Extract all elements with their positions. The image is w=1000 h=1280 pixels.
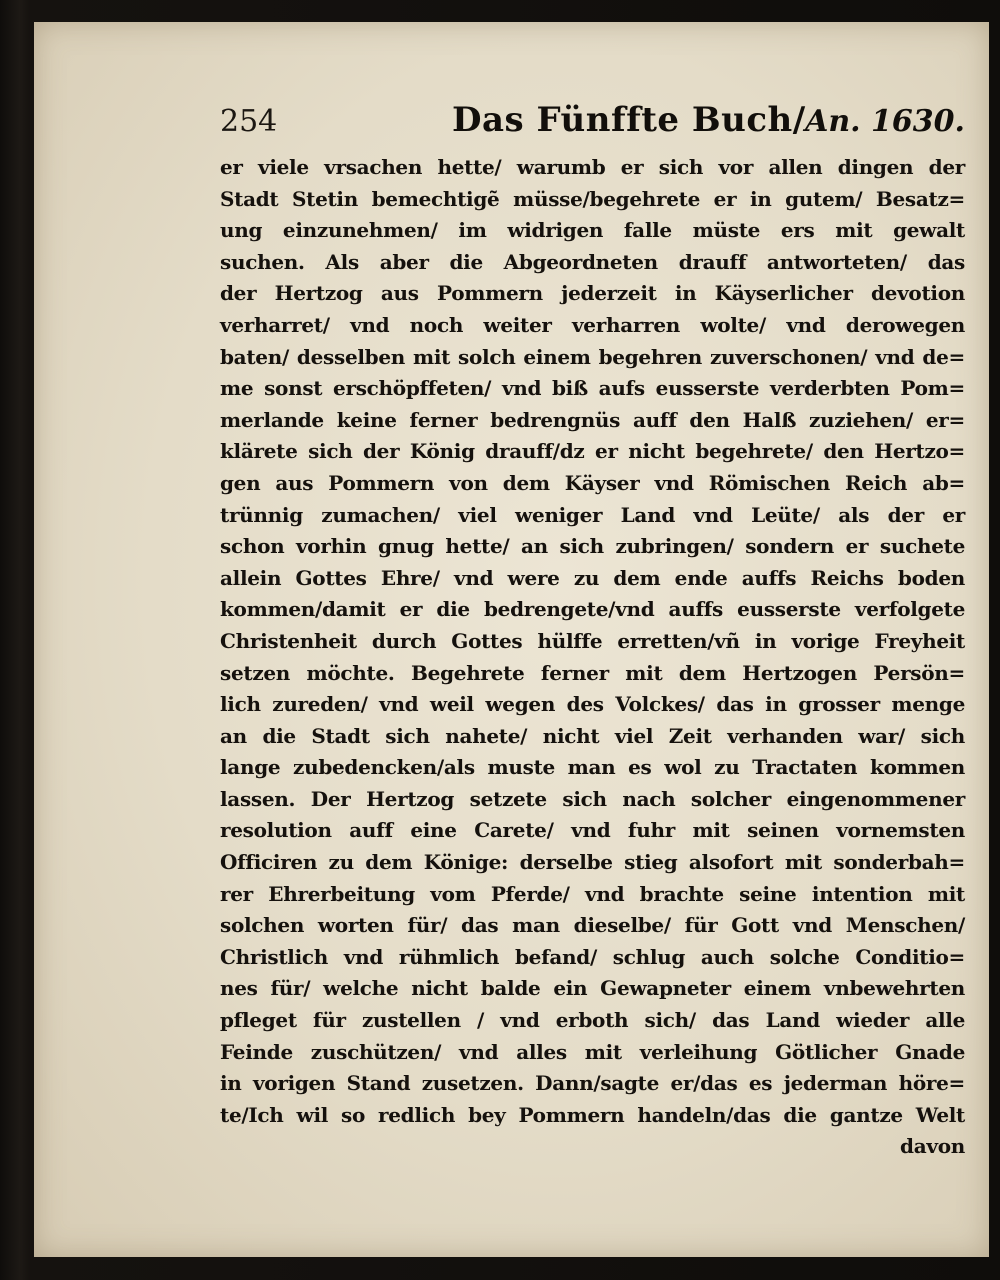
text-line: kommen/damit er die bedrengete/vnd auffs eusserste verfolgete bbox=[220, 597, 965, 622]
text-line: rer Ehrerbeitung vom Pferde/ vnd brachte seine intention mit bbox=[220, 881, 965, 906]
body-text bbox=[220, 152, 965, 1163]
text-line: merlande keine ferner bedrengnüs auff den Halß zuziehen/ er= bbox=[220, 407, 965, 432]
text-line: klärete sich der König drauff/dz er nicht begehrete/ den Hertzo= bbox=[220, 439, 965, 464]
text-line: Christlich vnd rühmlich befand/ schlug auch solche Conditio= bbox=[220, 944, 965, 969]
text-line: solchen worten für/ das man dieselbe/ für Gott vnd Menschen/ bbox=[220, 913, 965, 938]
running-head bbox=[220, 100, 965, 156]
page-number: 254 bbox=[220, 104, 278, 139]
text-line: trünnig zumachen/ viel weniger Land vnd Leüte/ als der er bbox=[220, 502, 965, 527]
text-line: ung einzunehmen/ im widrigen falle müste ers mit gewalt bbox=[220, 218, 965, 243]
text-line: baten/ desselben mit solch einem begehren zuverschonen/ vnd de= bbox=[220, 344, 965, 369]
text-line: lassen. Der Hertzog setzete sich nach solcher eingenommener bbox=[220, 786, 965, 811]
text-line: gen aus Pommern von dem Käyser vnd Römischen Reich ab= bbox=[220, 470, 965, 495]
year-marginal: An. 1630. bbox=[805, 104, 965, 139]
catchword: davon bbox=[900, 1134, 965, 1159]
text-line: Stadt Stetin bemechtigẽ müsse/begehrete er in gutem/ Besatz= bbox=[220, 186, 965, 211]
text-line: me sonst erschöpffeten/ vnd biß aufs eusserste verderbten Pom= bbox=[220, 376, 965, 401]
text-line: nes für/ welche nicht balde ein Gewapneter einem vnbewehrten bbox=[220, 976, 965, 1001]
text-line: setzen möchte. Begehrete ferner mit dem Hertzogen Persön= bbox=[220, 660, 965, 685]
text-line: Officiren zu dem Könige: derselbe stieg alsofort mit sonderbah= bbox=[220, 850, 965, 875]
running-title: Das Fünffte Buch/ bbox=[452, 100, 806, 140]
text-line: Christenheit durch Gottes hülffe erretten/vñ in vorige Freyheit bbox=[220, 628, 965, 653]
text-line: lich zureden/ vnd weil wegen des Volckes/ das in grosser menge bbox=[220, 692, 965, 717]
text-line: suchen. Als aber die Abgeordneten drauff antworteten/ das bbox=[220, 249, 965, 274]
text-line: pfleget für zustellen / vnd erboth sich/ das Land wieder alle bbox=[220, 1008, 965, 1033]
text-line: allein Gottes Ehre/ vnd were zu dem ende auffs Reichs boden bbox=[220, 565, 965, 590]
text-line: schon vorhin gnug hette/ an sich zubringen/ sondern er suchete bbox=[220, 534, 965, 559]
text-line: lange zubedencken/als muste man es wol zu Tractaten kommen bbox=[220, 755, 965, 780]
text-line: an die Stadt sich nahete/ nicht viel Zeit verhanden war/ sich bbox=[220, 723, 965, 748]
text-line: der Hertzog aus Pommern jederzeit in Käyserlicher devotion bbox=[220, 281, 965, 306]
text-line: er viele vrsachen hette/ warumb er sich vor allen dingen der bbox=[220, 155, 965, 179]
text-line: resolution auff eine Carete/ vnd fuhr mit seinen vornemsten bbox=[220, 818, 965, 843]
text-line: te/Ich wil so redlich bey Pommern handeln/das die gantze Welt bbox=[220, 1102, 965, 1127]
text-line: in vorigen Stand zusetzen. Dann/sagte er/das es jederman höre= bbox=[220, 1071, 965, 1096]
text-line: Feinde zuschützen/ vnd alles mit verleihung Götlicher Gnade bbox=[220, 1039, 965, 1064]
text-line: verharret/ vnd noch weiter verharren wolte/ vnd derowegen bbox=[220, 312, 965, 337]
